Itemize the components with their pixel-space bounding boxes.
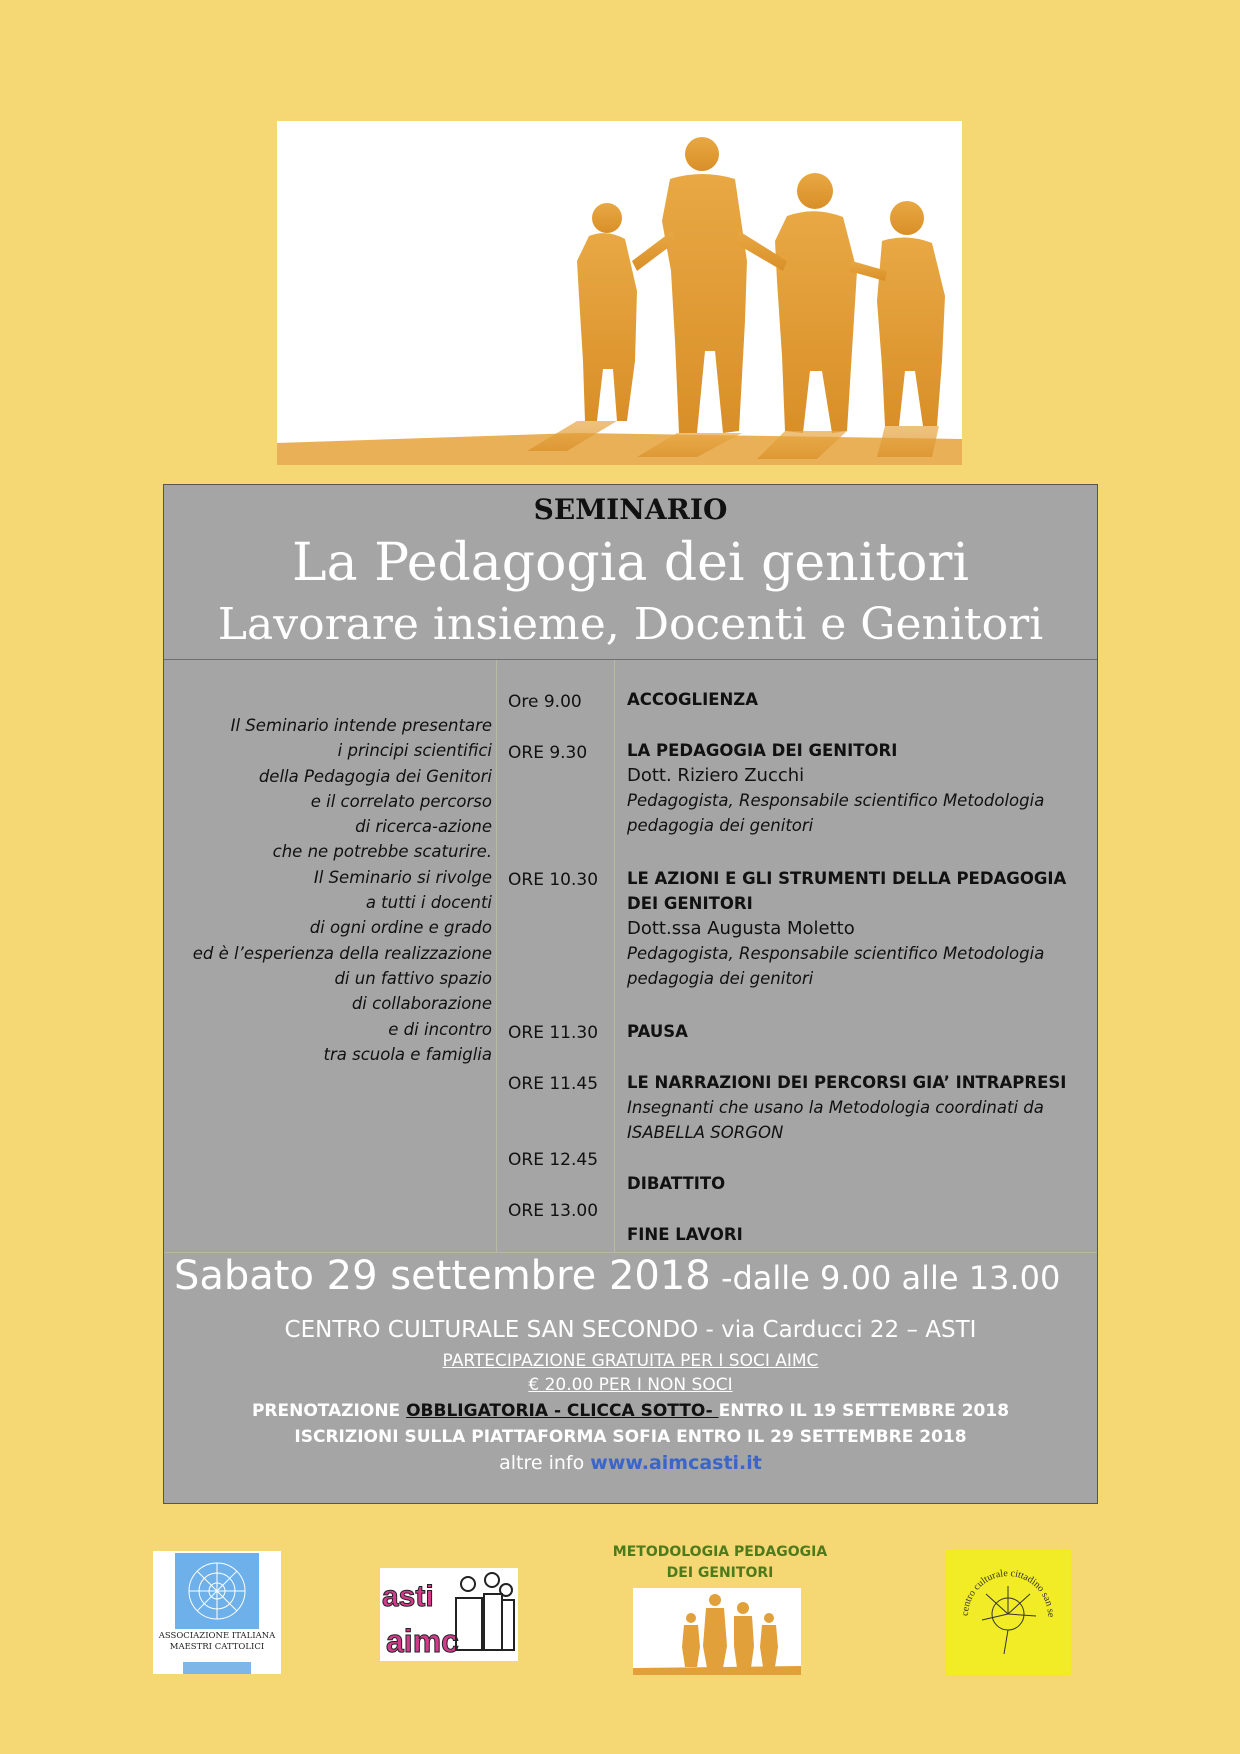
agenda-item: [627, 738, 1067, 838]
agenda-title: LE AZIONI E GLI STRUMENTI DELLA PEDAGOGIA DEI GENITORI: [627, 869, 1067, 913]
logo-bar: [183, 1662, 251, 1674]
intro-line: e il correlato percorso: [310, 791, 492, 811]
centro-text: centro culturale cittadino san se: [959, 1567, 1057, 1618]
metodologia-caption-line: DEI GENITORI: [666, 1565, 774, 1581]
agenda-item: [627, 866, 1067, 991]
seminar-label: SEMINARIO: [533, 493, 728, 526]
schedule-time: ORE 11.45: [508, 1074, 599, 1094]
schedule-time: ORE 11.30: [508, 1023, 599, 1043]
intro-line: di ricerca-azione: [355, 817, 492, 837]
metodologia-caption: [600, 1542, 840, 1584]
event-hours: -dalle 9.00 alle 13.00: [710, 1259, 1061, 1297]
intro-line: di un fattivo spazio: [334, 968, 492, 988]
booking-link[interactable]: OBBLIGATORIA - CLICCA SOTTO-: [406, 1401, 719, 1421]
intro-line: i principi scientifici: [337, 741, 492, 761]
agenda-item: [627, 687, 1067, 712]
title-band: [164, 485, 1097, 660]
aimc-word: aimc: [386, 1623, 459, 1659]
schedule-time: Ore 9.00: [508, 692, 582, 712]
agenda-role: Pedagogista, Responsabile scientifico Metodologia pedagogia dei genitori: [627, 944, 1045, 988]
agenda-title: ACCOGLIENZA: [627, 690, 759, 709]
seminar-panel: [163, 484, 1098, 1504]
metodologia-caption-line: METODOLOGIA PEDAGOGIA: [612, 1544, 828, 1560]
aimc-association-logo: [153, 1551, 281, 1674]
agenda-title: FINE LAVORI: [627, 1225, 743, 1244]
website-link[interactable]: www.aimcasti.it: [590, 1452, 762, 1474]
asti-word: asti: [382, 1580, 434, 1613]
seminar-title: La Pedagogia dei genitori: [292, 533, 969, 593]
booking-suffix: ENTRO IL 19 SETTEMBRE 2018: [718, 1401, 1010, 1421]
intro-line: e di incontro: [388, 1019, 492, 1039]
agenda-item: [627, 1019, 1067, 1044]
schedule-time: ORE 12.45: [508, 1150, 599, 1170]
centro-culturale-logo: [946, 1550, 1071, 1675]
agenda-title: LE NARRAZIONI DEI PERCORSI GIA’ INTRAPRESI: [627, 1073, 1067, 1092]
schedule-time: ORE 13.00: [508, 1201, 599, 1221]
metodologia-logo: [633, 1588, 801, 1675]
booking-line: [164, 1401, 1097, 1421]
registration-line: ISCRIZIONI SULLA PIATTAFORMA SOFIA ENTRO IL 29 SETTEMBRE 2018: [294, 1427, 967, 1447]
intro-line: della Pedagogia dei Genitori: [258, 766, 492, 786]
asti-aimc-logo: [380, 1568, 518, 1661]
intro-line: a tutti i docenti: [365, 893, 492, 913]
intro-text: [193, 713, 492, 1067]
agenda-item: [627, 1171, 1067, 1196]
agenda-title: DIBATTITO: [627, 1174, 726, 1193]
column-divider: [614, 660, 615, 1252]
intro-line: Il Seminario si rivolge: [313, 867, 492, 887]
aimc-caption: ASSOCIAZIONE ITALIANA MAESTRI CATTOLICI: [158, 1631, 276, 1652]
info-line: [164, 1452, 1097, 1474]
agenda-speaker: Dott.ssa Augusta Moletto: [627, 918, 855, 939]
seminar-subtitle: Lavorare insieme, Docenti e Genitori: [217, 599, 1044, 650]
intro-line: Il Seminario intende presentare: [230, 716, 492, 735]
intro-line: di collaborazione: [351, 994, 492, 1014]
agenda-item: [627, 1222, 1067, 1247]
intro-line: che ne potrebbe scaturire.: [272, 842, 492, 862]
event-date-day: Sabato 29 settembre 2018: [174, 1253, 711, 1299]
intro-line: ed è l’esperienza della realizzazione: [192, 943, 492, 963]
agenda-title: LA PEDAGOGIA DEI GENITORI: [627, 741, 898, 760]
info-prefix: altre info: [499, 1452, 591, 1474]
agenda-item: [627, 1070, 1067, 1145]
column-divider: [496, 660, 497, 1252]
event-place: CENTRO CULTURALE SAN SECONDO - via Carducci 22 – ASTI: [284, 1317, 977, 1343]
intro-line: di ogni ordine e grado: [309, 918, 492, 938]
agenda-title: PAUSA: [627, 1022, 688, 1041]
schedule-time: ORE 10.30: [508, 870, 599, 890]
agenda-role: Pedagogista, Responsabile scientifico Metodologia pedagogia dei genitori: [627, 791, 1045, 835]
schedule-time: ORE 9.30: [508, 743, 588, 763]
event-date: [174, 1253, 1060, 1299]
booking-prefix: PRENOTAZIONE: [251, 1401, 407, 1421]
price-link[interactable]: € 20.00 PER I NON SOCI: [528, 1375, 733, 1395]
agenda-role: Insegnanti che usano la Metodologia coordinati da ISABELLA SORGON: [627, 1098, 1044, 1142]
intro-line: tra scuola e famiglia: [323, 1044, 492, 1064]
free-members-link[interactable]: PARTECIPAZIONE GRATUITA PER I SOCI AIMC: [442, 1351, 819, 1371]
agenda-speaker: Dott. Riziero Zucchi: [627, 765, 805, 786]
family-silhouette-image: [277, 121, 962, 465]
